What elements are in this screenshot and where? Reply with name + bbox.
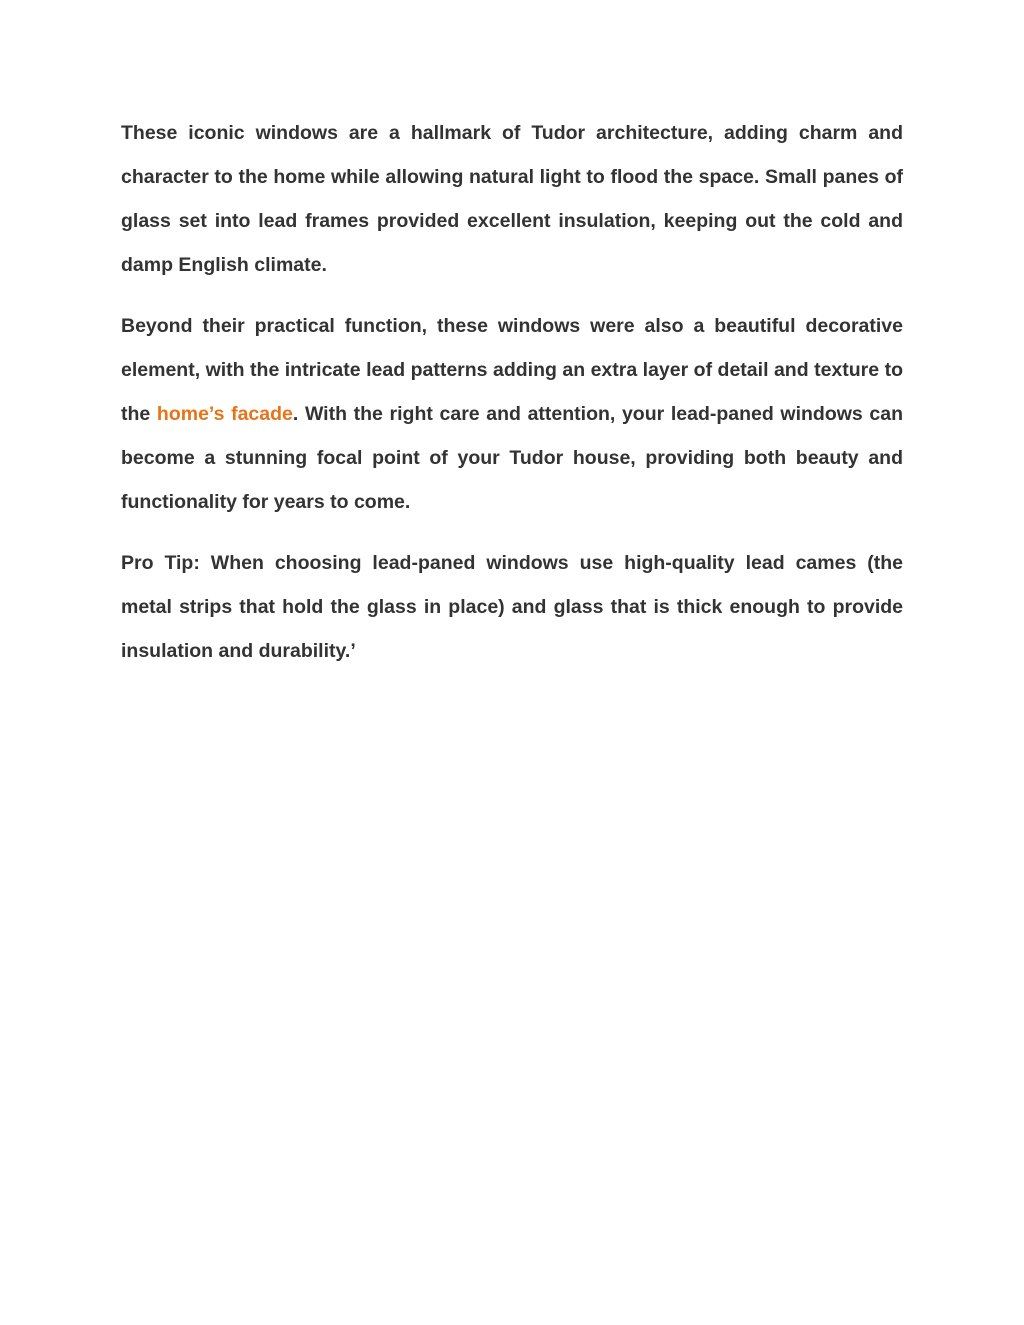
document-page xyxy=(121,111,903,690)
paragraph-text-after-link: . With the right care and attention, your lead-paned windows can become a stunning focal point of your Tudor house, providing both beauty and functionality for years to come. xyxy=(121,403,904,513)
paragraph-decorative-element xyxy=(121,304,903,524)
homes-facade-link[interactable]: home’s facade xyxy=(156,403,293,425)
paragraph-pro-tip: Pro Tip: When choosing lead-paned windows use high-quality lead cames (the metal strips that hold the glass in place) and glass that is thick enough to provide insulation and durability.’ xyxy=(121,552,903,662)
paragraph-tudor-windows-intro: These iconic windows are a hallmark of Tudor architecture, adding charm and character to the home while allowing natural light to flood the space. Small panes of glass set into lead frames provided excellent insulation, keeping out the cold and damp English climate. xyxy=(121,122,903,276)
paragraph-text-before-link: Beyond their practical function, these windows were also a beautiful decorative element, with the intricate lead patterns adding an extra layer of detail and texture to the xyxy=(121,315,903,425)
